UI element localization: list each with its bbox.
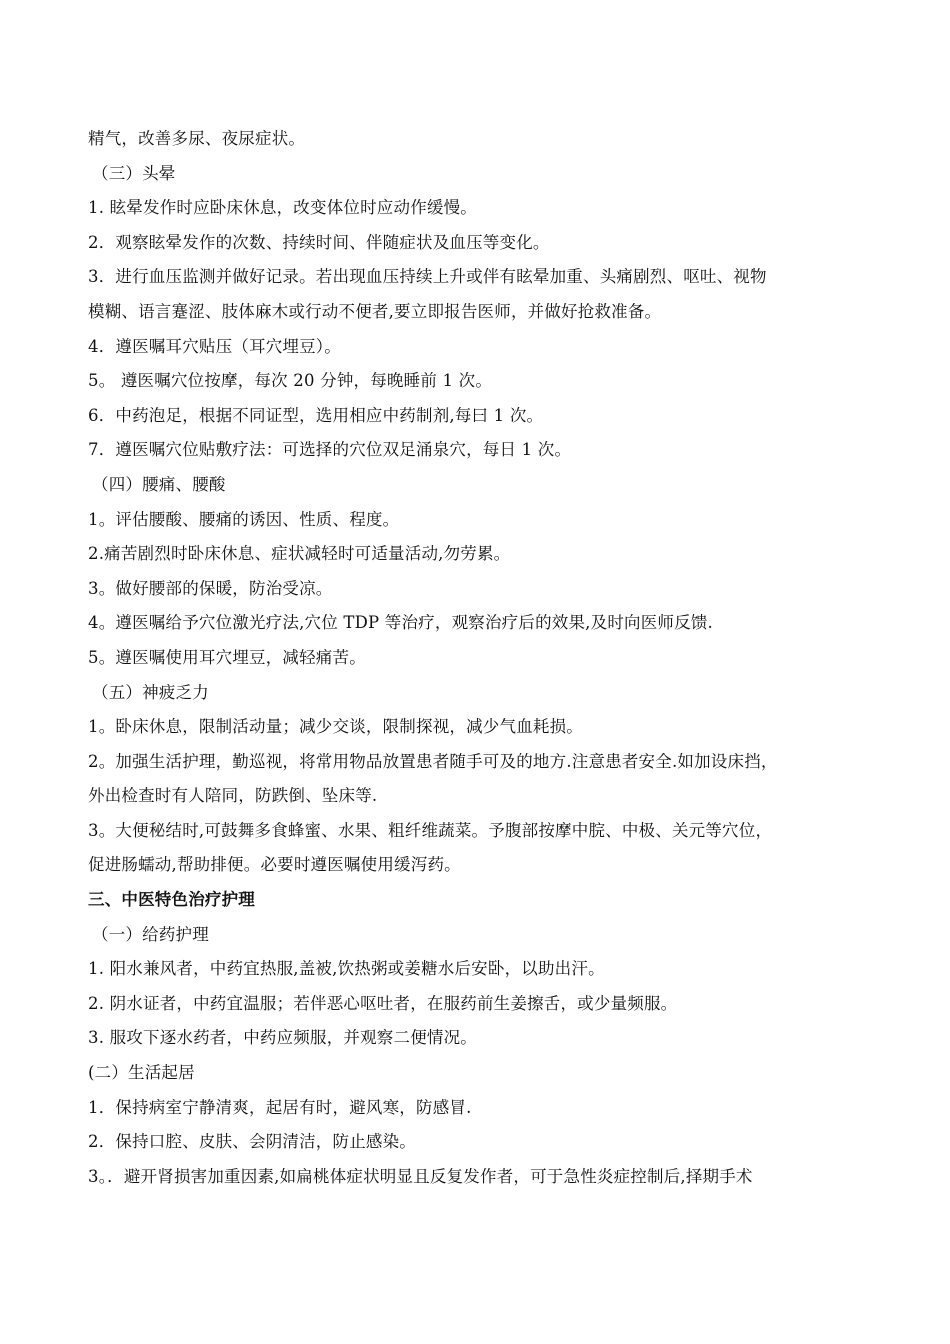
text-line: 精气，改善多尿、夜尿症状。 (88, 129, 306, 148)
section-subheading: （三）头晕 (92, 163, 176, 183)
text-line: 2。加强生活护理，勤巡视，将常用物品放置患者随手可及的地方.注意患者安全.如加设床挡， (88, 751, 778, 771)
text-line: 5。 遵医嘱穴位按摩，每次 20 分钟，每晚睡前 1 次。 (88, 371, 493, 391)
text-line: 2. 阴水证者，中药宜温服；若伴恶心呕吐者，在服药前生姜擦舌，或少量频服。 (88, 993, 678, 1013)
text-line: 促进肠蠕动,帮助排便。必要时遵医嘱使用缓泻药。 (88, 855, 461, 875)
text-line: 3．进行血压监测并做好记录。若出现血压持续上升或伴有眩晕加重、头痛剧烈、呕吐、视物 (88, 267, 767, 287)
text-line: 6．中药泡足，根据不同证型，选用相应中药制剂,每曰 1 次。 (88, 405, 544, 425)
text-line: 3. 服攻下逐水药者，中药应频服，并观察二便情况。 (88, 1028, 477, 1048)
text-line: 3。．避开肾损害加重因素,如扁桃体症状明显且反复发作者，可于急性炎症控制后,择期手术 (88, 1166, 753, 1186)
document-page (88, 122, 888, 1194)
text-line: 1。卧床休息，限制活动量；减少交谈，限制探视，减少气血耗损。 (88, 717, 583, 737)
text-line: 1. 眩晕发作时应卧床休息，改变体位时应动作缓慢。 (88, 198, 477, 218)
text-line: 4．遵医嘱耳穴贴压（耳穴埋豆）。 (88, 336, 341, 356)
section-subheading: （五）神疲乏力 (92, 682, 209, 702)
text-line: 3。做好腰部的保暖，防治受凉。 (88, 578, 333, 598)
text-line: 1。评估腰酸、腰痛的诱因、性质、程度。 (88, 509, 400, 529)
text-line: 5。遵医嘱使用耳穴埋豆，减轻痛苦。 (88, 647, 366, 667)
text-line: 2．观察眩晕发作的次数、持续时间、伴随症状及血压等变化。 (88, 232, 550, 252)
section-subheading: （一）给药护理 (92, 924, 209, 944)
text-line: 1. 阳水兼风者，中药宜热服,盖被,饮热粥或姜糖水后安卧，以助出汗。 (88, 959, 605, 979)
text-line: 2．保持口腔、皮肤、会阴清洁，防止感染。 (88, 1132, 416, 1152)
text-line: 外出检查时有人陪同，防跌倒、坠床等. (88, 786, 378, 806)
text-line: 3。大便秘结时,可鼓舞多食蜂蜜、水果、粗纤维蔬菜。予腹部按摩中脘、中极、关元等穴位， (88, 820, 773, 840)
section-subheading: （四）腰痛、腰酸 (92, 474, 226, 494)
text-line: 模糊、语言蹇涩、肢体麻木或行动不便者,要立即报告医师，并做好抢救准备。 (88, 301, 662, 321)
section-heading: 三、中医特色治疗护理 (88, 890, 255, 910)
section-subheading: (二）生活起居 (88, 1063, 195, 1083)
text-line: 1．保持病室宁静清爽，起居有时，避风寒，防感冒. (88, 1097, 472, 1117)
text-line: 2.痛苦剧烈时卧床休息、症状减轻时可适量活动,勿劳累。 (88, 544, 511, 564)
text-line: 4。遵医嘱给予穴位激光疗法,穴位 TDP 等治疗，观察治疗后的效果,及时向医师反馈. (88, 613, 713, 633)
text-line: 7．遵医嘱穴位贴敷疗法：可选择的穴位双足涌泉穴，每日 1 次。 (88, 440, 572, 460)
